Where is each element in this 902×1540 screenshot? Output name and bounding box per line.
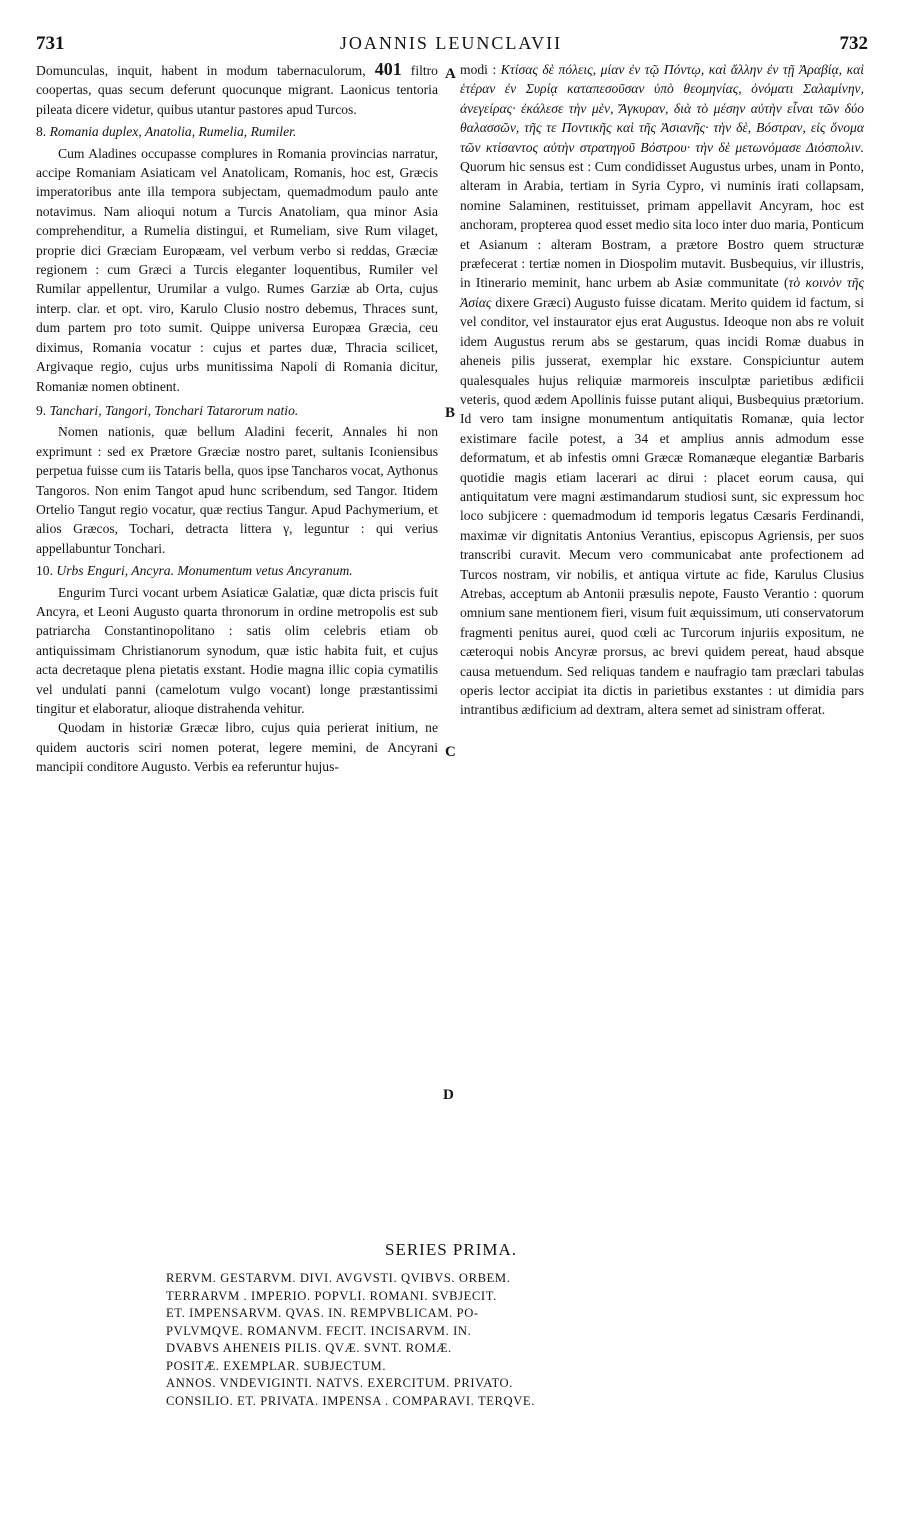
greek-quotation: Κτίσας δὲ πόλεις, μίαν ἐν τῷ Πόντῳ, καὶ ἄλλην ἐν τῇ Ἀραβίᾳ, καὶ ἑτέραν ἐν Συρίᾳ καταπεσοῦσαν ὑπὸ θεομηνίας, ὀνόματι Σαλαμίνην, ἀνεγείρας· ἐκάλεσε τὴν μὲν, Ἄγκυραν, διὰ τὸ μέσην αὐτὴν εἶναι τῶν δύο θαλασσῶν, τῆς τε Ποντικῆς καὶ τῆς Ἀσιανῆς· τὴν δὲ, Βόστραν, εἰς ὄνομα τῶν κτίσαντος αὐτὴν στρατηγοῦ Βόστρου· τὴν δὲ μετωνόμασε Διόσπολιν. <box>460 62 865 155</box>
section-heading-8 <box>36 122 438 141</box>
inscription-line: PVLVMQVE. ROMANVM. FECIT. INCISARVM. IN. <box>166 1323 472 1338</box>
margin-letter-d: D <box>443 1087 454 1103</box>
paragraph <box>36 60 438 119</box>
paragraph <box>460 60 864 720</box>
paragraph-text: filtro coopertas, quas secum deferunt quocunque migrant. Laonicus tentoria pileata dicere videtur, quibus utantur pastores apud Turcos. <box>36 63 438 117</box>
page-number-left: 731 <box>36 33 65 54</box>
section-heading-text: Tanchari, Tangori, Tonchari Tatarorum natio. <box>49 402 299 418</box>
greek-phrase: τὸ κοινὸν τῆς Ἀσίας <box>460 275 864 310</box>
section-heading-text: Urbs Enguri, Ancyra. Monumentum vetus Ancyranum. <box>56 563 353 579</box>
section-number: 8. <box>36 124 47 140</box>
paragraph-text: Domunculas, inquit, habent in modum tabernaculorum, <box>36 63 366 78</box>
left-column <box>36 60 438 777</box>
inscription-line: TERRARVM . IMPERIO. POPVLI. ROMANI. SVBJECIT. <box>166 1288 497 1303</box>
running-header <box>0 33 902 59</box>
paragraph-text: modi : <box>460 62 497 77</box>
inscription-line: ET. IMPENSARVM. QVAS. IN. REMPVBLICAM. PO- <box>166 1306 479 1320</box>
paragraph: Cum Aladines occupasse complures in Romania provincias narratur, accipe Romaniam Asiaticam vel Anatolicam, Romanis, hoc est, Græcis imperatoribus ante illa tempora subjectam, quemadmodum paulo ante notavimus. Nam alioqui notum a Turcis Anatoliam, qua minor Asia comprehenditur, a Rumelia distingui, et Rumeliam, sive Rum vilaget, proprie dici Græciam Europæam, vel verbum verbo si reddas, Græciæ regionem : cum Græci a Turcis eleganter loquentibus, Rumiler vel Rumilar appellentur, Urumilar a vulgo. Rumes Garziæ ab Orta, cujus interp. clar. et opt. viro, Karulo Clusio nostro debemus, Thraces sunt, dum partem pro toto sumit. Quippe universa Europæa Græcia, ceu diximus, Romania vocatur : cujus et partes duæ, Thracia scilicet, Argivaque regio, cujus urbs munitissima Napoli di Romania dicitur, Romaniæ nomen obtinent. <box>36 145 438 394</box>
inscription-block <box>166 1270 766 1410</box>
inscription-line: POSITÆ. EXEMPLAR. SUBJECTUM. <box>166 1358 387 1373</box>
inscription-line: DVABVS AHENEIS PILIS. QVÆ. SVNT. ROMÆ. <box>166 1341 452 1355</box>
margin-letter-a: A <box>445 66 456 82</box>
page-number-right: 732 <box>839 33 868 54</box>
section-heading-9 <box>36 401 438 420</box>
right-column <box>460 60 864 720</box>
inscription-line: CONSILIO. ET. PRIVATA. IMPENSA . COMPARAVI. TERQVE. <box>166 1393 535 1408</box>
margin-letter-c: C <box>445 744 456 760</box>
paragraph: Nomen nationis, quæ bellum Aladini fecerit, Annales hi non exprimunt : sed ex Prætore Græciæ nostro paret, sultanis Iconiensibus perpetua fuisse cum iis Tataris bella, quos ipse Tancharos vocat, Aythonus Tangoros. Non enim Tangot apud hunc scribendum, sed Tangor. Itidem Ortelio Tangut regio vocatur, quæ rectius Tangur. Apud Pachymerium, et alios Græcos, Tochari, detracta littera γ, leguntur : qui verius appellabuntur Tonchari. <box>36 424 438 556</box>
marginal-number: 401 <box>374 59 402 79</box>
margin-letter-b: B <box>445 405 456 421</box>
paragraph: Quodam in historiæ Græcæ libro, cujus quia perierat initium, ne quidem auctoris sciri nomen poterat, legere memini, de Ancyrani mancipii conditore Augusto. Verbis ea referuntur hujus- <box>36 720 438 775</box>
series-title: SERIES PRIMA. <box>384 1240 518 1259</box>
running-title: JOANNIS LEUNCLAVII <box>339 33 563 53</box>
paragraph-text: dixere Græci) Augusto fuisse dicatam. Merito quidem id factum, si vel conditor, vel instaurator ejus erat Augustus. Ideoque non abs re voluit idem Augustus rerum abs se gestarum, quas incidi Romæ duabus in aheneis pilis jusserat, exemplar hic exstare. Conspiciuntur autem qualesquales hujus reliquiæ marmoreis insculptæ parietibus ædificii veteris, quod ædem Apollinis fuisse putant aliqui, Busbequius prætorium. Id vero tam insigne monumentum antiquitatis Romanæ, quia lector existimare facile potest, a 34 et amplius annis admodum esse deformatum, et ab infestis omni Græcæ Romanæque elegantiæ Barbaris quotidie magis etiam lacerari ac dirui : placet eorum causa, qui antiquitatum vere magni æstimandarum studiosi sunt, sic expressum hoc loco subjicere : quemadmodum id temporis legatus Cæsaris Ferdinandi, maximæ vir dignitatis Antonius Verantius, episcopus Agriensis, per suos transcribi curavit. Mecum vero communicabat ante profectionem ad Turcos nostram, vir nobilis, et antiqua virtute ac fide, Karulus Clusius Atrebas, acceptum ab Antonii præsulis nepote, Fausto Verantio : quorum omnium sane mentionem fieri, visum fuit æquissimum, uti conservatorum fragmenti penitus aurei, quod cœli ac Turcorum injuriis expositum, ne cæteroqui nobis Ancyræ prorsus, ac brevi quidem pereat, haud absque causa metuendum. Sed reliquas tandem e naufragio tam præclari tabulas operis lector accipiat ita dictis in parietibus exstantes : ut dimidia pars intrantibus ædificium ad dextram, altera semet ad sinistram offerat. <box>460 294 864 718</box>
section-heading-text: Romania duplex, Anatolia, Rumelia, Rumiler. <box>49 124 297 140</box>
section-number: 9. <box>36 402 47 418</box>
paragraph: Engurim Turci vocant urbem Asiaticæ Galatiæ, quæ dicta priscis fuit Ancyra, et Leoni Augusto quarta thronorum in ordine metropolis est sub patriarcha Constantinopolitano : satis olim celebris etiam ob antiquissimam Christianorum synodum, quæ istic habita fuit, et cujus acta decretaque plena pietatis exstant. Hodie magna illic copia cymatilis vel undulati panni (camelotum vulgo vocant) longe præstantissimi tingitur et elaboratur, alioque distrahenda vehitur. <box>36 584 438 716</box>
section-heading-10 <box>36 561 438 580</box>
paragraph-text: Quorum hic sensus est : Cum condidisset Augustus urbes, unam in Ponto, alteram in Arabia, tertiam in Syria Cypro, vi numinis irati collapsam, nomine Salaminen, restituisset, primam appellavit Ancyram, hoc est anchoram, propterea quod esset medio sita loco inter duo maria, Ponticum et Asianum : alteram Bostram, a prætore Bostro quem structuræ præfecerat : tertiæ nomen in Diospolim mutavit. Busbequius, vir illustris, in Itinerario meminit, hanc urbem ab Asiæ communitate ( <box>460 159 864 291</box>
inscription-line: ANNOS. VNDEVIGINTI. NATVS. EXERCITUM. PRIVATO. <box>166 1376 513 1390</box>
section-number: 10. <box>36 563 53 579</box>
inscription-line: RERVM. GESTARVM. DIVI. AVGVSTI. QVIBVS. ORBEM. <box>166 1271 511 1285</box>
